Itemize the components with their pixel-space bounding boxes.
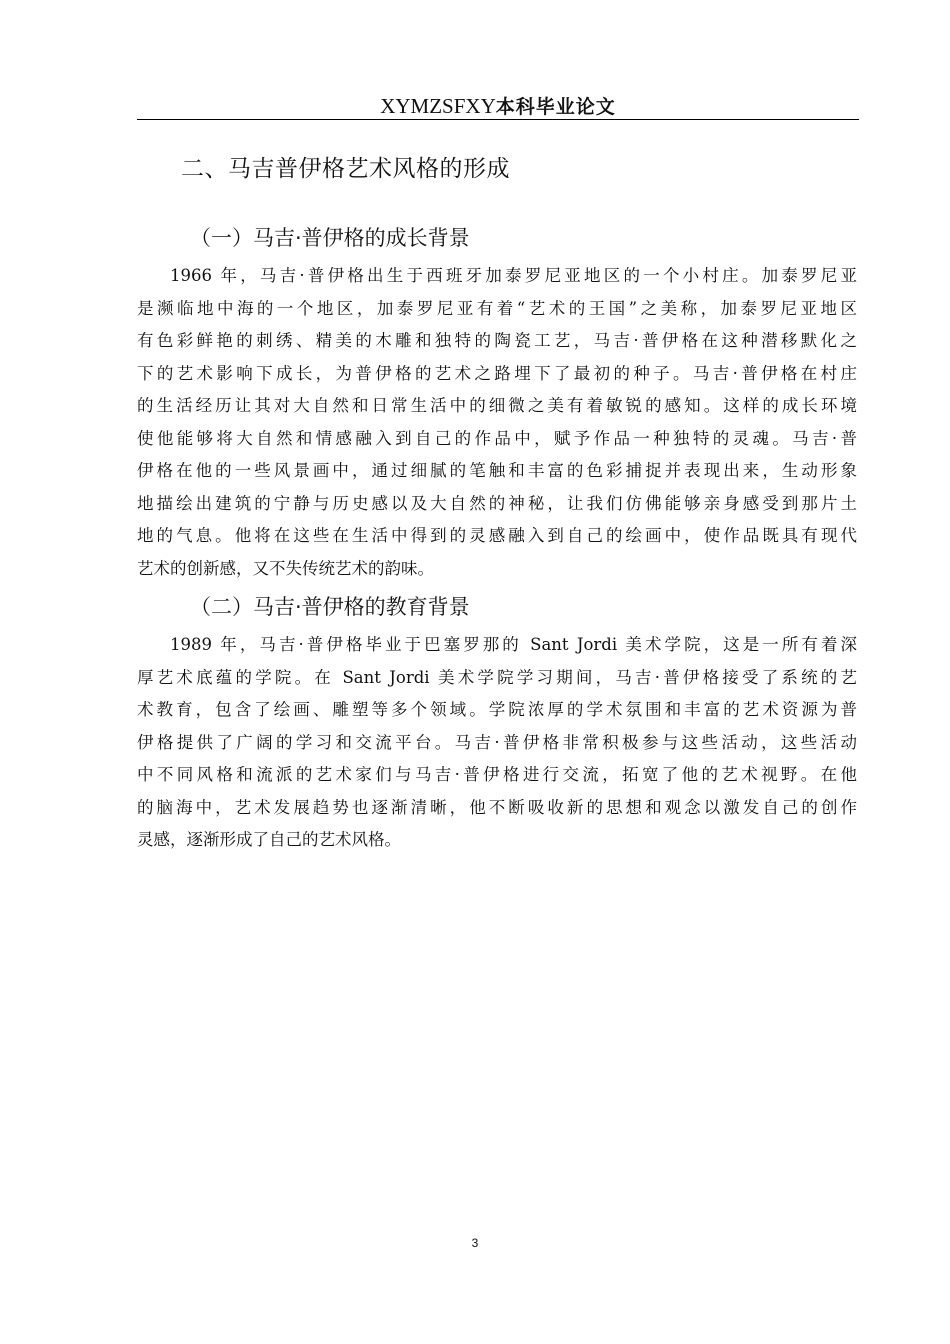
paragraph-line: 有色彩鲜艳的刺绣、精美的木雕和独特的陶瓷工艺，马吉·普伊格在这种潜移默化之 [137, 331, 857, 350]
paragraph-line: 伊格提供了广阔的学习和交流平台。马吉·普伊格非常积极参与这些活动，这些活动 [137, 732, 857, 752]
paragraph-line: 1989 年，马吉·普伊格毕业于巴塞罗那的 Sant Jordi 美术学院，这是一所有着深 [170, 635, 857, 654]
paragraph-line: 是濒临地中海的一个地区，加泰罗尼亚有着“艺术的王国”之美称，加泰罗尼亚地区 [137, 298, 857, 318]
paragraph-education [137, 629, 857, 857]
page-number: 3 [471, 1236, 479, 1250]
header-divider [137, 119, 859, 120]
paragraph-line: 1966 年，马吉·普伊格出生于西班牙加泰罗尼亚地区的一个小村庄。加泰罗尼亚 [170, 266, 857, 285]
paragraph-line: 艺术的创新感，又不失传统艺术的韵味。 [137, 558, 434, 578]
paragraph-line: 灵感，逐渐形成了自己的艺术风格。 [137, 830, 401, 849]
paragraph-line: 地描绘出建筑的宁静与历史感以及大自然的神秘，让我们仿佛能够亲身感受到那片土 [137, 493, 857, 513]
paragraph-line: 的脑海中，艺术发展趋势也逐渐清晰，他不断吸收新的思想和观念以激发自己的创作 [137, 797, 857, 817]
paragraph-line: 术教育，包含了绘画、雕塑等多个领域。学院浓厚的学术氛围和丰富的艺术资源为普 [137, 700, 857, 719]
section-title-growth: （一）马吉·普伊格的成长背景 [190, 226, 470, 250]
paragraph-line: 中不同风格和流派的艺术家们与马吉·普伊格进行交流，拓宽了他的艺术视野。在他 [137, 765, 857, 784]
header-code: XYMZSFXY [380, 94, 496, 118]
paragraph-line: 地的气息。他将在这些在生活中得到的灵感融入到自己的绘画中，使作品既具有现代 [137, 526, 857, 545]
header-title: 本科毕业论文 [495, 96, 616, 118]
paragraph-line: 伊格在他的一些风景画中，通过细腻的笔触和丰富的色彩捕捉并表现出来，生动形象 [137, 461, 857, 480]
paragraph-line: 使他能够将大自然和情感融入到自己的作品中，赋予作品一种独特的灵魂。马吉·普 [137, 428, 857, 448]
chapter-title: 二、马吉普伊格艺术风格的形成 [181, 156, 510, 182]
paragraph-line: 下的艺术影响下成长，为普伊格的艺术之路埋下了最初的种子。马吉·普伊格在村庄 [137, 363, 857, 383]
paragraph-line: 的生活经历让其对大自然和日常生活中的细微之美有着敏锐的感知。这样的成长环境 [137, 396, 857, 415]
paragraph-line: 厚艺术底蕴的学院。在 Sant Jordi 美术学院学习期间，马吉·普伊格接受了系统的艺 [137, 667, 857, 687]
paragraph-growth [137, 260, 857, 585]
page-header [137, 92, 859, 120]
section-title-education: （二）马吉·普伊格的教育背景 [190, 595, 470, 619]
